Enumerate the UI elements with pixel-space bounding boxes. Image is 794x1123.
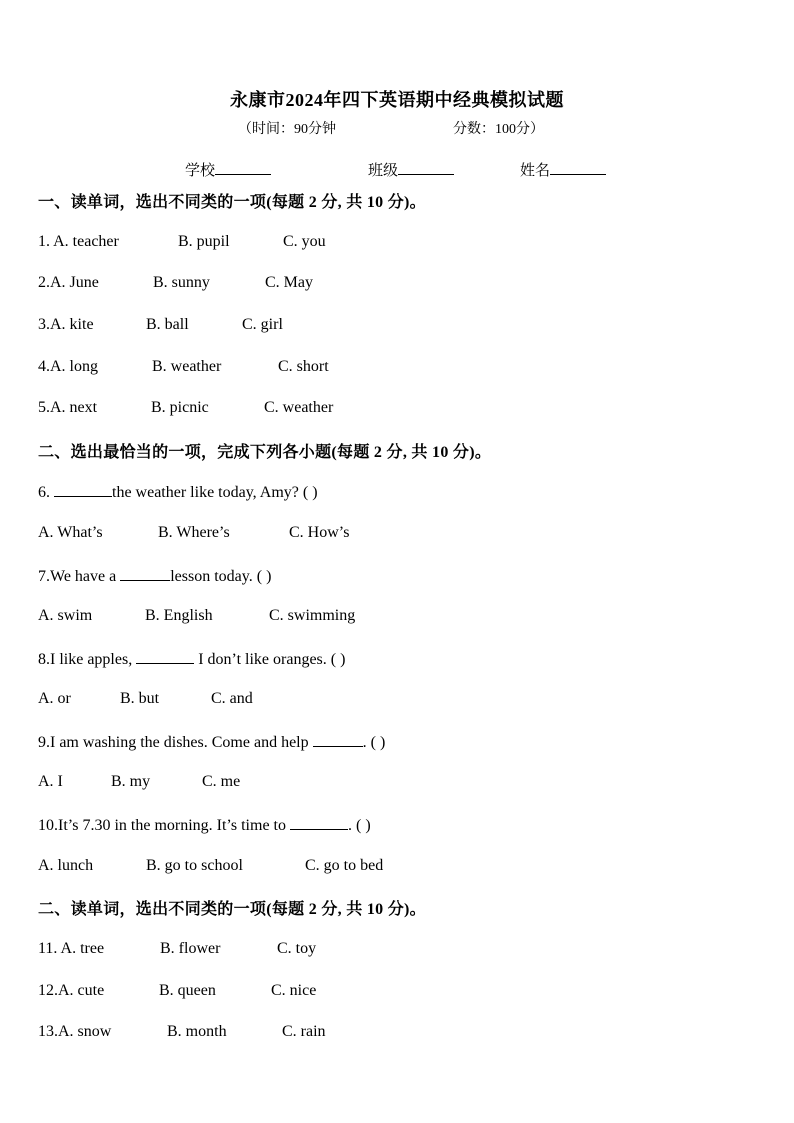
name-label: 姓名 bbox=[520, 163, 551, 179]
q8-option-b: B. but bbox=[120, 690, 160, 707]
q9-option-c: C. me bbox=[202, 773, 241, 790]
q11-option-b: B. flower bbox=[160, 940, 221, 957]
question-10 bbox=[38, 815, 371, 835]
question-5 bbox=[38, 399, 334, 417]
q12-option-c: C. nice bbox=[271, 982, 317, 999]
q11-option-c: C. toy bbox=[277, 940, 317, 957]
q1-option-a: 1. A. teacher bbox=[38, 233, 119, 250]
q7-prefix: 7.We have a bbox=[38, 568, 121, 585]
q10-option-c: C. go to bed bbox=[305, 857, 384, 874]
q6-blank[interactable] bbox=[54, 482, 112, 497]
question-7-options bbox=[38, 607, 356, 625]
q7-option-a: A. swim bbox=[38, 607, 93, 624]
class-label: 班级 bbox=[368, 163, 399, 179]
class-field bbox=[368, 159, 454, 180]
name-field bbox=[520, 159, 606, 180]
q12-option-a: 12.A. cute bbox=[38, 982, 105, 999]
q10-option-a: A. lunch bbox=[38, 857, 94, 874]
question-2 bbox=[38, 274, 313, 292]
q2-option-b: B. sunny bbox=[153, 274, 210, 291]
q12-option-b: B. queen bbox=[159, 982, 216, 999]
question-8 bbox=[38, 649, 345, 669]
q5-option-c: C. weather bbox=[264, 399, 334, 416]
q7-blank[interactable] bbox=[120, 566, 170, 581]
q10-option-b: B. go to school bbox=[146, 857, 243, 874]
q8-prefix: 8.I like apples, bbox=[38, 651, 137, 668]
q8-stem: I don’t like oranges. ( ) bbox=[194, 651, 346, 668]
q5-option-b: B. picnic bbox=[151, 399, 209, 416]
q13-option-a: 13.A. snow bbox=[38, 1023, 112, 1040]
q9-prefix: 9.I am washing the dishes. Come and help bbox=[38, 734, 313, 751]
question-11 bbox=[38, 940, 317, 958]
q7-option-c: C. swimming bbox=[269, 607, 356, 624]
question-4 bbox=[38, 358, 329, 376]
q13-option-c: C. rain bbox=[282, 1023, 326, 1040]
q5-option-a: 5.A. next bbox=[38, 399, 98, 416]
q1-option-b: B. pupil bbox=[178, 233, 230, 250]
q2-option-c: C. May bbox=[265, 274, 313, 291]
section-1-heading: 一、读单词，选出不同类的一项(每题 2 分, 共 10 分)。 bbox=[38, 194, 426, 211]
q9-option-b: B. my bbox=[111, 773, 151, 790]
question-12 bbox=[38, 982, 317, 1000]
q6-option-b: B. Where’s bbox=[158, 524, 230, 541]
question-13 bbox=[38, 1023, 326, 1041]
q3-option-b: B. ball bbox=[146, 316, 189, 333]
q4-option-b: B. weather bbox=[152, 358, 222, 375]
q3-option-c: C. girl bbox=[242, 316, 283, 333]
q2-option-a: 2.A. June bbox=[38, 274, 99, 291]
q6-option-a: A. What’s bbox=[38, 524, 103, 541]
q11-option-a: 11. A. tree bbox=[38, 940, 105, 957]
q7-option-b: B. English bbox=[145, 607, 213, 624]
exam-time: （时间：90分钟 bbox=[238, 122, 336, 137]
question-8-options bbox=[38, 690, 253, 708]
question-9-options bbox=[38, 773, 241, 791]
q4-option-c: C. short bbox=[278, 358, 329, 375]
question-3 bbox=[38, 316, 283, 334]
q4-option-a: 4.A. long bbox=[38, 358, 98, 375]
question-7 bbox=[38, 566, 271, 586]
q13-option-b: B. month bbox=[167, 1023, 227, 1040]
q3-option-a: 3.A. kite bbox=[38, 316, 94, 333]
q7-stem: lesson today. ( ) bbox=[170, 568, 272, 585]
q9-blank[interactable] bbox=[313, 732, 363, 747]
question-6-options bbox=[38, 524, 350, 542]
question-9 bbox=[38, 732, 385, 752]
name-blank[interactable] bbox=[550, 160, 606, 175]
q6-prefix: 6. bbox=[38, 484, 54, 501]
q10-blank[interactable] bbox=[290, 815, 348, 830]
q9-option-a: A. I bbox=[38, 773, 63, 790]
q6-stem: the weather like today, Amy? ( ) bbox=[112, 484, 318, 501]
exam-score: 分数：100分） bbox=[453, 122, 544, 137]
q8-option-a: A. or bbox=[38, 690, 71, 707]
question-6 bbox=[38, 482, 318, 502]
school-blank[interactable] bbox=[215, 160, 271, 175]
q9-stem: . ( ) bbox=[362, 734, 386, 751]
class-blank[interactable] bbox=[398, 160, 454, 175]
q10-stem: . ( ) bbox=[347, 817, 371, 834]
question-1 bbox=[38, 233, 326, 251]
question-10-options bbox=[38, 857, 384, 875]
school-label: 学校 bbox=[185, 163, 216, 179]
school-field bbox=[185, 159, 271, 180]
exam-title: 永康市2024年四下英语期中经典模拟试题 bbox=[230, 90, 564, 110]
q1-option-c: C. you bbox=[283, 233, 326, 250]
q10-prefix: 10.It’s 7.30 in the morning. It’s time to bbox=[38, 817, 290, 834]
q8-option-c: C. and bbox=[211, 690, 253, 707]
section-3-heading: 二、读单词，选出不同类的一项(每题 2 分, 共 10 分)。 bbox=[38, 901, 426, 918]
q6-option-c: C. How’s bbox=[289, 524, 350, 541]
section-2-heading: 二、选出最恰当的一项，完成下列各小题(每题 2 分, 共 10 分)。 bbox=[38, 444, 492, 461]
q8-blank[interactable] bbox=[136, 649, 194, 664]
